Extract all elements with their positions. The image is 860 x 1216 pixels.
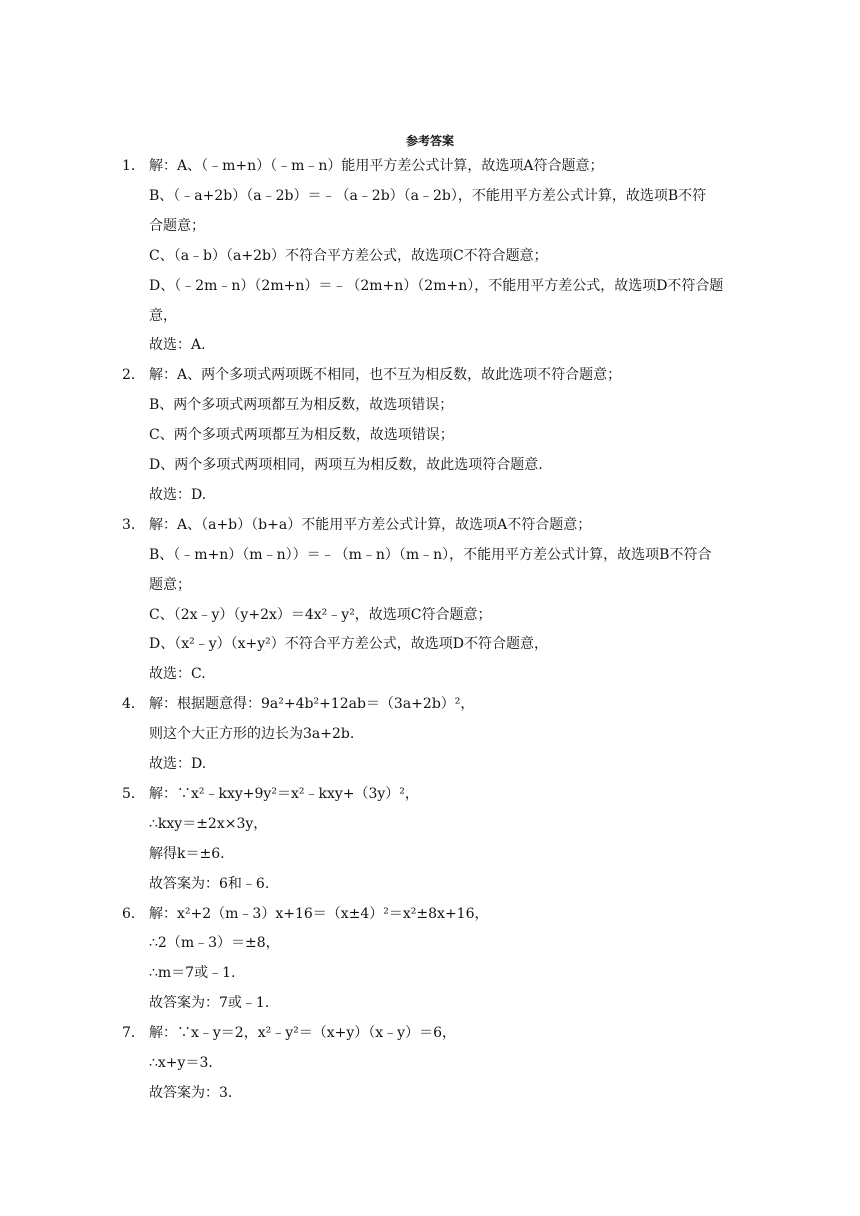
answer-line: ∴m＝7或﹣1. bbox=[149, 965, 236, 981]
answer-line: 题意； bbox=[149, 577, 191, 593]
answer-line: B、两个多项式两项都互为相反数，故选项错误； bbox=[149, 397, 454, 413]
answer-line: 故答案为：6和﹣6. bbox=[149, 876, 270, 892]
answer-line: 合题意； bbox=[149, 218, 205, 234]
answer-line: B、（﹣m+n）（m﹣n））＝﹣（m﹣n）（m﹣n），不能用平方差公式计算，故选项B不符合 bbox=[149, 547, 712, 563]
page-title: 参考答案 bbox=[405, 134, 454, 148]
answer-line: 故选：D. bbox=[149, 756, 207, 772]
answer-line: C、（a﹣b）（a+2b）不符合平方差公式，故选项C不符合题意； bbox=[149, 248, 548, 264]
answer-line: D、（x²﹣y）（x+y²）不符合平方差公式，故选项D不符合题意， bbox=[149, 636, 549, 652]
question-number: 6． bbox=[122, 906, 145, 922]
answer-line: ∴2（m﹣3）＝±8， bbox=[149, 935, 280, 951]
question-number: 5． bbox=[122, 786, 145, 802]
answer-line: 意， bbox=[149, 308, 177, 324]
answer-line: 解：A、（﹣m+n）（﹣m﹣n）能用平方差公式计算，故选项A符合题意； bbox=[149, 158, 604, 174]
answer-line: 解：A、（a+b）（b+a）不能用平方差公式计算，故选项A不符合题意； bbox=[149, 517, 592, 533]
question-number: 4． bbox=[122, 696, 145, 712]
answer-line: D、（﹣2m﹣n）（2m+n）＝﹣（2m+n）（2m+n），不能用平方差公式，故选项D不符合题 bbox=[149, 278, 724, 294]
answer-line: 故答案为：7或﹣1. bbox=[149, 995, 270, 1011]
answer-line: ∴x+y＝3. bbox=[149, 1055, 213, 1071]
answer-line: 则这个大正方形的边长为3a+2b. bbox=[149, 726, 355, 742]
answer-line: 解：A、两个多项式两项既不相同，也不互为相反数，故此选项不符合题意； bbox=[149, 367, 622, 383]
answer-line: C、两个多项式两项都互为相反数，故选项错误； bbox=[149, 427, 454, 443]
answer-line: D、两个多项式两项相同，两项互为相反数，故此选项符合题意. bbox=[149, 457, 543, 473]
question-number: 3． bbox=[122, 517, 145, 533]
answer-line: 解：∵x﹣y＝2，x²﹣y²＝（x+y）（x﹣y）＝6， bbox=[149, 1025, 456, 1041]
answer-line: C、（2x﹣y）（y+2x）＝4x²﹣y²，故选项C符合题意； bbox=[149, 607, 492, 623]
answer-line: 故选：C. bbox=[149, 666, 206, 682]
answer-line: 解得k＝±6. bbox=[149, 846, 225, 862]
answer-line: 解：根据题意得：9a²+4b²+12ab＝（3a+2b）²， bbox=[149, 696, 475, 712]
answer-line: 解：x²+2（m﹣3）x+16＝（x±4）²＝x²±8x+16， bbox=[149, 906, 489, 922]
question-number: 2． bbox=[122, 367, 145, 383]
answer-line: 故选：A. bbox=[149, 337, 206, 353]
question-number: 1． bbox=[122, 158, 145, 174]
answer-line: 故答案为：3. bbox=[149, 1085, 233, 1101]
answer-line: 解：∵x²﹣kxy+9y²＝x²﹣kxy+（3y）²， bbox=[149, 786, 419, 802]
question-number: 7． bbox=[122, 1025, 145, 1041]
answer-line: B、（﹣a+2b）（a﹣2b）＝﹣（a﹣2b）（a﹣2b），不能用平方差公式计算，故选项B不符 bbox=[149, 188, 707, 204]
answer-line: 故选：D. bbox=[149, 487, 207, 503]
answer-line: ∴kxy＝±2x×3y， bbox=[149, 816, 268, 832]
